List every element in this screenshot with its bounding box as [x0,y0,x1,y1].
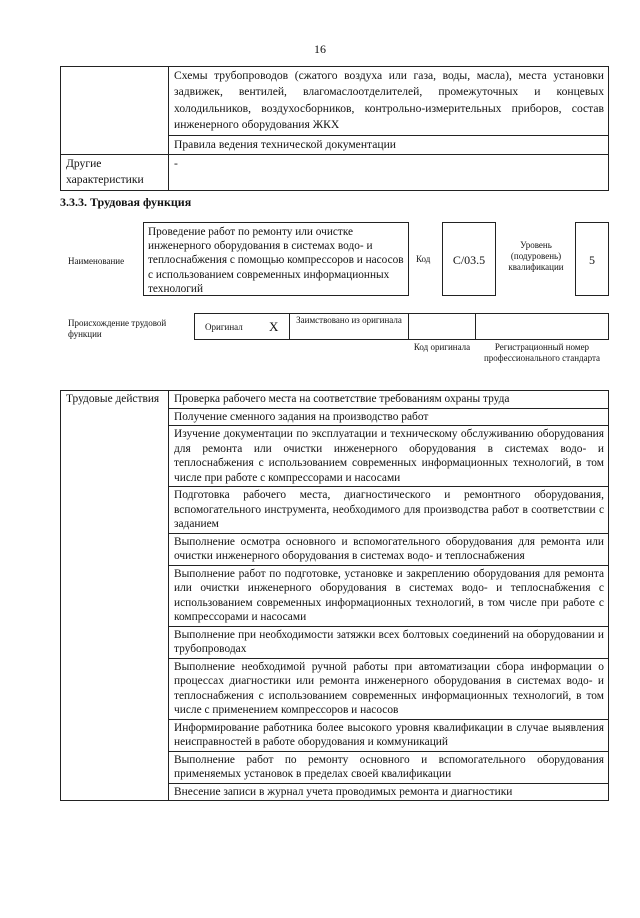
action-item: Выполнение при необходимости затяжки всех болтовых соединений на оборудовании и трубопроводах [169,626,609,658]
actions-label: Трудовые действия [61,391,169,801]
reg-number-box [475,313,609,340]
action-item: Выполнение необходимой ручной работы при автоматизации сбора информации о процессах диагностики или ремонта инженерного оборудования в системах водо- и теплоснабжения с использованием современных информационных технологий, в том числе с применением компрессоров и насосов [169,658,609,719]
row-text: Схемы трубопроводов (сжатого воздуха или газа, воды, масла), места установки задвижек, вентилей, влагомаслоотделителей, промежуточных и концевых холодильников, воздухосборников, контрольно-измерительных приборов, состав инженерного оборудования ЖКХ [169,67,609,136]
name-label: Наименование [68,256,125,266]
row-label: Другие характеристики [61,155,169,191]
action-item: Информирование работника более высокого уровня квалификации в случае выявления неисправностей в работе оборудования и коммуникаций [169,719,609,751]
action-item: Внесение записи в журнал учета проводимых ремонта и диагностики [169,783,609,801]
function-name: Проведение работ по ремонту или очистке инженерного оборудования в системах водо- и теплоснабжения с помощью компрессоров и насосов с использованием современных информационных технологий [143,222,409,296]
table-row [61,155,609,191]
knowledge-table [60,66,609,191]
table-row [61,67,609,136]
original-label: Оригинал [205,322,243,332]
action-item: Выполнение работ по ремонту основного и вспомогательного оборудования применяемых установок в пределах своей квалификации [169,751,609,783]
borrowed-label: Заимствовано из оригинала [289,313,409,340]
level-label: Уровень (подуровень) квалификации [508,240,564,272]
action-item: Выполнение работ по подготовке, установке и закреплению оборудования для ремонта или очистки инженерного оборудования в системах водо- и теплоснабжения с использованием современных информационных технологий, в том числе при работе с компрессорами и насосами [169,565,609,626]
original-code-box [408,313,476,340]
origin-label: Происхождение трудовой функции [68,318,167,339]
action-item: Подготовка рабочего места, диагностического и ремонтного оборудования, вспомогательного инструмента, необходимого для производства работ в соответствии с заданием [169,487,609,534]
row-label [61,67,169,155]
section-title: 3.3.3. Трудовая функция [60,195,192,209]
action-item: Проверка рабочего места на соответствие требованиям охраны труда [169,391,609,409]
row-text: - [169,155,609,191]
actions-table [60,390,609,801]
code-label: Код [416,254,431,264]
action-item: Выполнение осмотра основного и вспомогательного оборудования для ремонта или очистки инженерного оборудования в системах водо- и теплоснабжения [169,533,609,565]
action-item: Изучение документации по эксплуатации и техническому обслуживанию оборудования для ремонта или очистки инженерного оборудования в системах водо- и теплоснабжения с использованием современных информационных технологий, в том числе при работе с компрессорами и насосами [169,426,609,487]
original-mark: X [269,319,279,334]
original-box [194,313,290,340]
page-number: 16 [314,42,326,56]
qualification-level: 5 [575,222,609,296]
reg-caption: Регистрационный номер профессионального стандарта [483,342,601,363]
code-caption: Код оригинала [413,342,471,352]
table-row [61,391,609,409]
function-code: C/03.5 [442,222,496,296]
action-item: Получение сменного задания на производство работ [169,408,609,426]
row-text: Правила ведения технической документации [169,135,609,154]
